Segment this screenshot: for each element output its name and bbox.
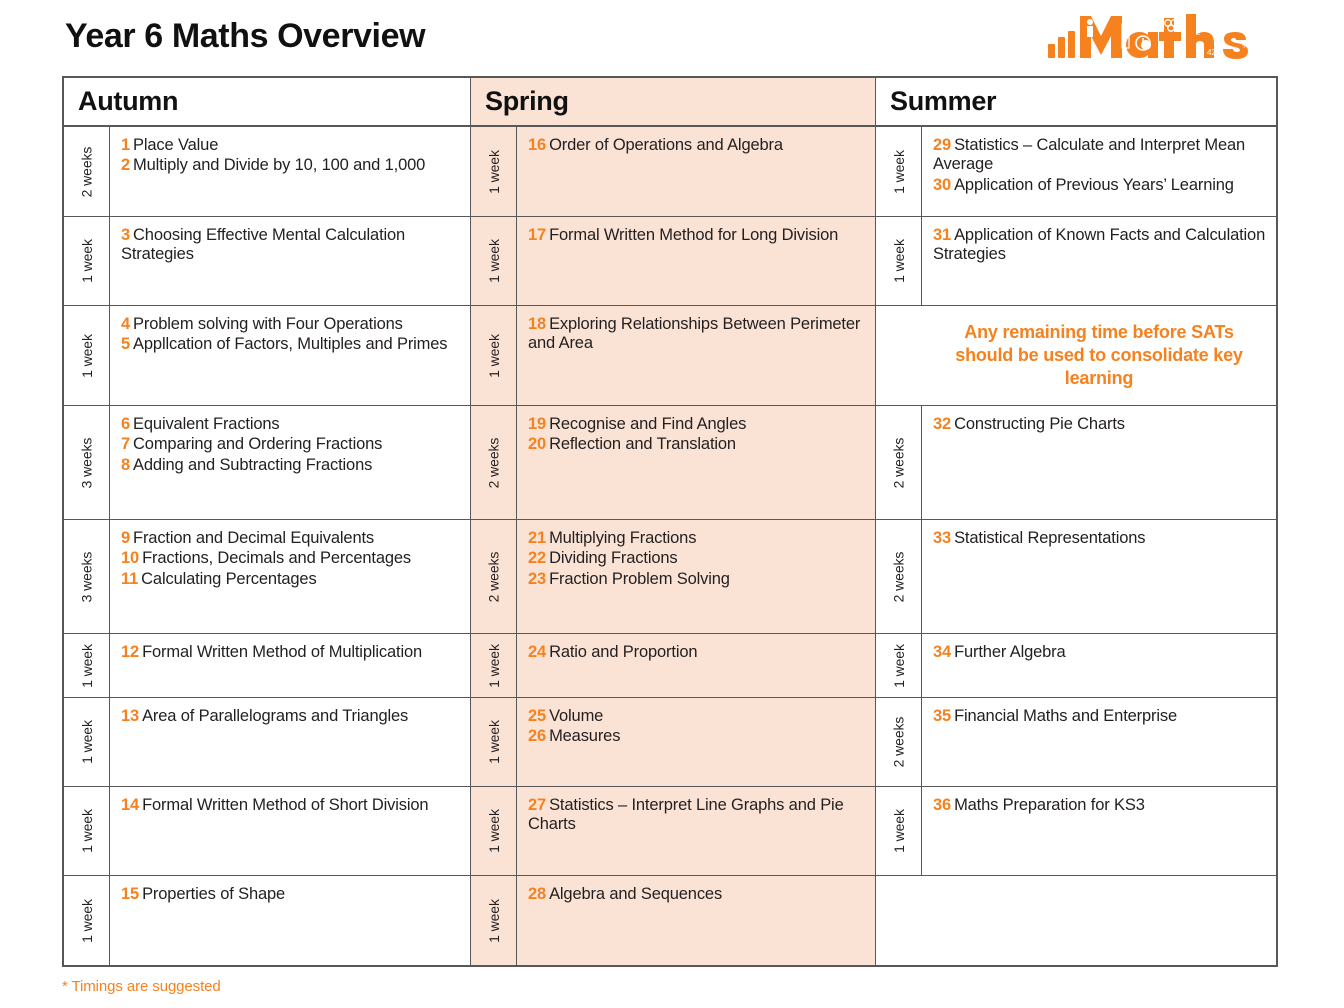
topic-number: 30 — [933, 175, 952, 194]
term-cell — [64, 305, 470, 405]
duration-label — [876, 217, 922, 305]
term-cell — [471, 875, 875, 965]
term-cell — [64, 875, 470, 965]
duration-label — [876, 787, 922, 875]
topic-item — [528, 315, 865, 354]
topic-label: Formal Written Method of Short Division — [142, 796, 429, 814]
topic-list — [110, 787, 470, 875]
topic-number: 25 — [528, 707, 547, 725]
term-cell — [876, 697, 1276, 786]
svg-text:≡: ≡ — [1198, 17, 1203, 26]
topic-number: 34 — [933, 643, 952, 661]
topic-item — [121, 156, 460, 175]
term-cell — [876, 875, 1276, 965]
topic-item — [933, 707, 1266, 726]
column-header-autumn: Autumn — [64, 78, 470, 125]
topic-number: 24 — [528, 643, 547, 661]
topic-label: Formal Written Method for Long Division — [549, 226, 839, 244]
topic-item — [121, 796, 460, 815]
header-bar — [0, 0, 1344, 75]
duration-text: 3 weeks — [78, 551, 95, 602]
duration-label — [876, 520, 922, 633]
topic-item — [933, 226, 1266, 265]
topic-item — [528, 796, 865, 835]
duration-label — [64, 406, 110, 519]
duration-label — [64, 127, 110, 216]
topic-item — [121, 885, 460, 904]
topic-list — [110, 634, 470, 697]
topic-list — [517, 127, 875, 216]
topic-list — [922, 520, 1276, 633]
topic-item — [933, 136, 1266, 175]
topic-list — [110, 217, 470, 305]
duration-label — [876, 876, 922, 965]
term-cell — [64, 697, 470, 786]
duration-text: 2 weeks — [890, 716, 907, 768]
topic-list — [517, 787, 875, 875]
topic-list — [517, 406, 875, 519]
topic-item — [121, 549, 460, 568]
topic-list — [922, 634, 1276, 697]
duration-label — [471, 698, 517, 786]
topic-number: 6 — [121, 415, 131, 433]
duration-text: 1 week — [485, 898, 502, 943]
topic-item — [121, 415, 460, 434]
topic-number: 22 — [528, 549, 547, 568]
topic-item — [121, 529, 460, 548]
maths-wordmark-logo — [1046, 6, 1286, 64]
topic-label: Maths Preparation for KS3 — [954, 796, 1145, 814]
duration-text: 1 week — [485, 333, 502, 378]
topic-item — [528, 136, 865, 155]
topic-list — [517, 634, 875, 697]
duration-label — [471, 127, 517, 216]
duration-label — [64, 787, 110, 875]
duration-label — [471, 876, 517, 965]
topic-label: Comparing and Ordering Fractions — [133, 435, 383, 454]
topic-item — [933, 796, 1266, 815]
term-cell — [64, 216, 470, 305]
duration-label — [876, 634, 922, 697]
topic-item — [528, 570, 865, 589]
topic-number: 21 — [528, 529, 547, 547]
topic-number: 35 — [933, 707, 952, 725]
topic-number: 12 — [121, 643, 140, 661]
duration-label — [471, 634, 517, 697]
footnote: * Timings are suggested — [62, 978, 221, 995]
topic-label: Place Value — [133, 136, 219, 154]
topic-number: 31 — [933, 226, 952, 244]
topic-list — [922, 698, 1276, 786]
topic-list — [922, 406, 1276, 519]
topic-item — [121, 643, 460, 662]
duration-text: 2 weeks — [485, 437, 502, 488]
topic-item — [933, 529, 1266, 548]
topic-item — [933, 176, 1266, 195]
topic-label: Multiply and Divide by 10, 100 and 1,000 — [133, 156, 426, 175]
topic-number: 10 — [121, 549, 140, 568]
topic-number: 29 — [933, 136, 952, 154]
topic-label: Dividing Fractions — [549, 549, 678, 568]
topic-label: Equivalent Fractions — [133, 415, 280, 433]
topic-number: 8 — [121, 455, 131, 474]
topic-label: Calculating Percentages — [141, 569, 317, 588]
topic-number: 15 — [121, 885, 140, 903]
topic-label: Adding and Subtracting Fractions — [133, 455, 373, 474]
duration-text: 1 week — [890, 149, 907, 194]
term-cell — [876, 633, 1276, 697]
topic-label: Fractions, Decimals and Percentages — [142, 549, 412, 568]
duration-text: 1 week — [485, 720, 502, 764]
topic-number: 23 — [528, 569, 547, 588]
topic-label: Problem solving with Four Operations — [133, 315, 403, 333]
topic-number: 3 — [121, 226, 131, 244]
svg-text:x³: x³ — [1238, 20, 1246, 30]
duration-label — [876, 698, 922, 786]
duration-text: 1 week — [485, 643, 502, 688]
topic-item — [121, 707, 460, 726]
term-cell — [876, 519, 1276, 633]
topic-item — [121, 315, 460, 334]
svg-text:42: 42 — [1207, 48, 1216, 57]
topic-item — [528, 415, 865, 434]
topic-label: Order of Operations and Algebra — [549, 136, 783, 154]
term-column-spring — [470, 127, 876, 965]
duration-text: 1 week — [78, 809, 95, 853]
table-body — [64, 127, 1276, 965]
duration-text: 1 week — [890, 239, 907, 283]
duration-text: 1 week — [78, 898, 95, 943]
term-cell — [471, 697, 875, 786]
topic-number: 19 — [528, 415, 547, 433]
duration-label — [471, 520, 517, 633]
topic-label: Multiplying Fractions — [549, 529, 697, 547]
topic-list — [110, 876, 470, 965]
duration-label — [64, 217, 110, 305]
duration-text: 1 week — [78, 720, 95, 764]
topic-number: 9 — [121, 529, 131, 547]
term-cell — [876, 216, 1276, 305]
topic-number: 14 — [121, 796, 140, 814]
topic-label: Algebra and Sequences — [549, 885, 723, 903]
duration-text: 2 weeks — [890, 551, 907, 602]
topic-list — [110, 127, 470, 216]
duration-text: 1 week — [890, 643, 907, 688]
topic-label: Formal Written Method of Multiplication — [142, 643, 423, 661]
topic-number: 1 — [121, 136, 131, 154]
topic-label: Volume — [549, 707, 604, 725]
term-cell — [876, 405, 1276, 519]
topic-label: Statistics – Calculate and Interpret Mean Average — [933, 136, 1246, 174]
term-cell — [64, 633, 470, 697]
topic-number: 7 — [121, 435, 131, 454]
topic-number: 11 — [121, 569, 139, 588]
topic-label: Reflection and Translation — [549, 435, 736, 454]
duration-label — [471, 787, 517, 875]
column-header-spring: Spring — [470, 78, 876, 125]
topic-number: 32 — [933, 415, 952, 433]
topic-list — [517, 217, 875, 305]
topic-list — [110, 306, 470, 405]
duration-text: 1 week — [78, 643, 95, 688]
duration-label — [64, 698, 110, 786]
duration-label — [64, 520, 110, 633]
topic-list — [110, 520, 470, 633]
duration-label — [471, 217, 517, 305]
term-cell — [876, 305, 1276, 405]
curriculum-overview-table — [62, 76, 1278, 967]
topic-item — [121, 456, 460, 475]
topic-item — [121, 570, 460, 589]
duration-label — [64, 306, 110, 405]
topic-label: Statistics – Interpret Line Graphs and Pie Charts — [528, 796, 844, 834]
term-cell — [64, 127, 470, 216]
topic-number: 2 — [121, 156, 131, 175]
duration-label — [471, 406, 517, 519]
column-header-summer: Summer — [876, 78, 1276, 125]
topic-label: Exploring Relationships Between Perimeter and Area — [528, 315, 861, 353]
duration-label — [471, 306, 517, 405]
topic-number: 17 — [528, 226, 547, 244]
term-cell — [471, 305, 875, 405]
maths-logo-icon — [1046, 6, 1286, 64]
duration-text: 1 week — [485, 239, 502, 283]
duration-text: 2 weeks — [485, 551, 502, 602]
term-cell — [64, 786, 470, 875]
topic-list — [517, 876, 875, 965]
term-cell — [876, 127, 1276, 216]
topic-list — [517, 698, 875, 786]
term-column-summer — [876, 127, 1276, 965]
topic-list — [517, 520, 875, 633]
duration-text: 1 week — [78, 333, 95, 378]
duration-text: 1 week — [485, 809, 502, 853]
topic-label: Fraction Problem Solving — [549, 569, 730, 588]
term-cell — [471, 519, 875, 633]
topic-number: 13 — [121, 707, 140, 725]
topic-item — [933, 415, 1266, 434]
topic-item — [528, 529, 865, 548]
topic-list — [922, 127, 1276, 216]
duration-label — [64, 876, 110, 965]
topic-label: Choosing Effective Mental Calculation Strategies — [121, 226, 406, 264]
topic-item — [121, 136, 460, 155]
duration-text: 2 weeks — [78, 146, 95, 197]
duration-label — [876, 306, 922, 405]
topic-list — [110, 698, 470, 786]
topic-number: 4 — [121, 315, 131, 333]
duration-text: 1 week — [485, 149, 502, 194]
term-cell — [471, 127, 875, 216]
topic-item — [528, 226, 865, 245]
topic-number: 5 — [121, 335, 131, 354]
topic-number: 27 — [528, 796, 547, 814]
page-title: Year 6 Maths Overview — [65, 17, 426, 55]
topic-number: 16 — [528, 136, 547, 154]
topic-item — [528, 435, 865, 454]
topic-item — [528, 727, 865, 746]
topic-label: Application of Previous Years’ Learning — [954, 175, 1234, 194]
topic-item — [528, 885, 865, 904]
duration-text: 2 weeks — [890, 437, 907, 488]
topic-item — [528, 643, 865, 662]
remaining-time-note: Any remaining time before SATs should be used to consolidate key learning — [955, 321, 1243, 389]
topic-item — [933, 643, 1266, 662]
duration-label — [876, 127, 922, 216]
term-cell — [64, 519, 470, 633]
topic-label: Ratio and Proportion — [549, 643, 698, 661]
topic-label: Properties of Shape — [142, 885, 286, 903]
topic-list — [922, 217, 1276, 305]
topic-number: 18 — [528, 315, 547, 333]
topic-label: Constructing Pie Charts — [954, 415, 1125, 433]
topic-label: Appllcation of Factors, Multiples and Primes — [133, 335, 448, 354]
topic-item — [121, 226, 460, 265]
topic-label: Area of Parallelograms and Triangles — [142, 707, 409, 725]
topic-list — [922, 787, 1276, 875]
topic-label: Statistical Representations — [954, 529, 1146, 547]
topic-number: 20 — [528, 435, 547, 454]
topic-item — [528, 549, 865, 568]
topic-label: Fraction and Decimal Equivalents — [133, 529, 375, 547]
topic-list — [110, 406, 470, 519]
term-cell — [471, 216, 875, 305]
topic-number: 26 — [528, 727, 547, 746]
term-cell — [471, 405, 875, 519]
term-cell — [471, 633, 875, 697]
term-cell — [876, 786, 1276, 875]
topic-number: 36 — [933, 796, 952, 814]
topic-label: Recognise and Find Angles — [549, 415, 747, 433]
topic-label: Application of Known Facts and Calculation Strategies — [933, 226, 1266, 264]
topic-number: 28 — [528, 885, 547, 903]
term-cell — [64, 405, 470, 519]
topic-list — [517, 306, 875, 405]
duration-text: 1 week — [78, 239, 95, 283]
duration-label — [876, 406, 922, 519]
topic-label: Financial Maths and Enterprise — [954, 707, 1178, 725]
duration-text: 1 week — [890, 809, 907, 853]
topic-label: Measures — [549, 727, 621, 746]
table-header-row — [64, 78, 1276, 127]
topic-label: Further Algebra — [954, 643, 1066, 661]
svg-text:⅔: ⅔ — [1242, 40, 1250, 50]
duration-text: 3 weeks — [78, 437, 95, 488]
topic-number: 33 — [933, 529, 952, 547]
duration-label — [64, 634, 110, 697]
topic-item — [528, 707, 865, 726]
topic-item — [121, 335, 460, 354]
term-cell — [471, 786, 875, 875]
topic-item — [121, 435, 460, 454]
svg-text:≈: ≈ — [1196, 29, 1201, 38]
topic-list — [922, 876, 1276, 965]
term-column-autumn — [64, 127, 470, 965]
